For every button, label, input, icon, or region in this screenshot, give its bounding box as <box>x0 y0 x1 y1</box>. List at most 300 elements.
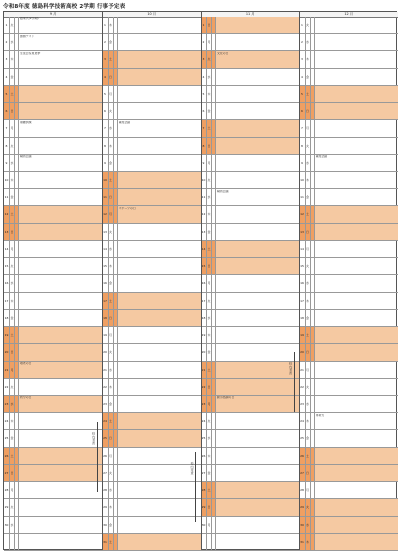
weekday-cell: 土 <box>207 241 212 257</box>
weekday-cell: 日 <box>109 69 114 85</box>
mark-cell <box>311 293 315 309</box>
mark-cell <box>311 499 315 515</box>
mark-cell <box>311 362 315 378</box>
day-cell: 14 <box>103 241 109 257</box>
weekday-cell: 木 <box>109 379 114 395</box>
mark-cell <box>212 499 216 515</box>
mark-cell <box>15 103 19 119</box>
event-cell: 避難訓練 <box>20 120 32 124</box>
table-row <box>300 86 399 103</box>
table-row <box>300 344 399 361</box>
day-cell: 27 <box>4 465 10 481</box>
mark-cell <box>212 534 216 550</box>
day-cell: 30 <box>300 517 306 533</box>
mark-cell <box>114 51 118 67</box>
mark-cell <box>15 517 19 533</box>
day-cell: 12 <box>103 206 109 222</box>
mark-cell <box>15 34 19 50</box>
table-row <box>103 448 202 465</box>
weekday-cell: 火 <box>10 499 15 515</box>
mark-cell <box>15 327 19 343</box>
mark-cell <box>311 482 315 498</box>
weekday-cell: 火 <box>109 103 114 119</box>
mark-cell <box>114 327 118 343</box>
mark-cell <box>15 310 19 326</box>
mark-cell <box>212 379 216 395</box>
day-cell: 22 <box>4 379 10 395</box>
weekday-cell: 木 <box>306 413 311 429</box>
page-title: 令和8年度 徳島科学技術高校 2学期 行事予定表 <box>3 4 126 10</box>
day-cell: 7 <box>103 120 109 136</box>
exam-period-note: 校内考査 <box>288 362 293 375</box>
mark-cell <box>114 482 118 498</box>
weekday-cell: 月 <box>109 206 114 222</box>
day-cell: 13 <box>300 224 306 240</box>
weekday-cell: 月 <box>306 241 311 257</box>
day-cell: 25 <box>103 430 109 446</box>
day-cell: 4 <box>103 69 109 85</box>
table-row <box>103 499 202 516</box>
table-row <box>4 69 103 86</box>
table-row <box>4 86 103 103</box>
mark-cell <box>15 499 19 515</box>
weekday-cell: 金 <box>207 465 212 481</box>
day-cell: 12 <box>201 206 207 222</box>
table-row <box>201 379 300 396</box>
day-cell: 27 <box>201 465 207 481</box>
weekday-cell: 木 <box>109 17 114 33</box>
mark-cell <box>212 206 216 222</box>
day-cell: 8 <box>201 138 207 154</box>
table-row <box>300 499 399 516</box>
weekday-cell: 水 <box>306 275 311 291</box>
mark-cell <box>311 310 315 326</box>
weekday-cell: 月 <box>10 482 15 498</box>
weekday-cell: 日 <box>306 344 311 360</box>
weekday-cell: 火 <box>109 224 114 240</box>
mark-cell <box>114 310 118 326</box>
table-row <box>300 206 399 223</box>
mark-cell <box>212 517 216 533</box>
mark-cell <box>212 362 216 378</box>
table-row <box>103 51 202 68</box>
month-column <box>300 12 399 549</box>
table-row <box>103 413 202 430</box>
day-cell: 24 <box>103 413 109 429</box>
mark-cell <box>212 448 216 464</box>
table-row <box>201 534 300 551</box>
table-row <box>201 430 300 447</box>
event-cell: 職員会議 <box>20 155 32 159</box>
weekday-cell: 金 <box>10 310 15 326</box>
weekday-cell: 金 <box>109 275 114 291</box>
mark-cell <box>212 138 216 154</box>
mark-cell <box>114 120 118 136</box>
weekday-cell: 金 <box>10 189 15 205</box>
table-row <box>4 465 103 482</box>
table-row <box>4 51 103 68</box>
weekday-cell: 金 <box>10 430 15 446</box>
mark-cell <box>114 206 118 222</box>
weekday-cell: 月 <box>306 362 311 378</box>
mark-cell <box>212 327 216 343</box>
mark-cell <box>114 34 118 50</box>
weekday-cell: 木 <box>207 86 212 102</box>
day-cell: 28 <box>103 482 109 498</box>
day-cell: 23 <box>4 396 10 412</box>
mark-cell <box>311 206 315 222</box>
day-cell: 27 <box>300 465 306 481</box>
weekday-cell: 木 <box>306 534 311 550</box>
mark-cell <box>15 430 19 446</box>
weekday-cell: 水 <box>306 34 311 50</box>
table-row <box>4 172 103 189</box>
day-cell: 3 <box>4 51 10 67</box>
weekday-cell: 日 <box>109 189 114 205</box>
table-row <box>300 275 399 292</box>
weekday-cell: 日 <box>207 138 212 154</box>
mark-cell <box>311 120 315 136</box>
day-cell: 18 <box>103 310 109 326</box>
mark-cell <box>15 69 19 85</box>
day-cell: 2 <box>103 34 109 50</box>
weekday-cell: 土 <box>109 51 114 67</box>
weekday-cell: 日 <box>306 224 311 240</box>
month-header: 11 月 <box>201 12 300 18</box>
weekday-cell: 木 <box>10 51 15 67</box>
mark-cell <box>311 241 315 257</box>
mark-cell <box>114 189 118 205</box>
day-cell: 31 <box>300 534 306 550</box>
weekday-cell: 火 <box>10 138 15 154</box>
day-cell: 12 <box>300 206 306 222</box>
day-cell: 26 <box>201 448 207 464</box>
weekday-cell: 水 <box>306 155 311 171</box>
table-row <box>300 155 399 172</box>
day-cell: 29 <box>201 499 207 515</box>
table-row <box>300 34 399 51</box>
mark-cell <box>311 258 315 274</box>
month-divider <box>201 12 202 549</box>
weekday-cell: 火 <box>207 293 212 309</box>
mark-cell <box>114 224 118 240</box>
mark-cell <box>15 17 19 33</box>
mark-cell <box>114 517 118 533</box>
table-row <box>4 241 103 258</box>
day-cell: 26 <box>4 448 10 464</box>
mark-cell <box>114 396 118 412</box>
month-header: 9 月 <box>4 12 103 18</box>
mark-cell <box>114 17 118 33</box>
mark-cell <box>114 534 118 550</box>
day-cell: 28 <box>201 482 207 498</box>
day-cell: 26 <box>300 448 306 464</box>
weekday-cell: 土 <box>10 327 15 343</box>
weekday-cell: 水 <box>109 482 114 498</box>
table-row <box>103 138 202 155</box>
mark-cell <box>15 344 19 360</box>
table-row <box>4 448 103 465</box>
day-cell: 4 <box>4 69 10 85</box>
table-row <box>201 482 300 499</box>
exam-period-note: 校内考査 <box>91 432 96 445</box>
weekday-cell: 火 <box>207 51 212 67</box>
day-cell: 7 <box>300 120 306 136</box>
table-row <box>103 172 202 189</box>
weekday-cell: 木 <box>306 293 311 309</box>
table-row <box>201 448 300 465</box>
weekday-cell: 火 <box>306 499 311 515</box>
table-row <box>201 310 300 327</box>
table-row <box>4 138 103 155</box>
mark-cell <box>212 344 216 360</box>
mark-cell <box>212 51 216 67</box>
table-row <box>103 258 202 275</box>
table-row <box>103 189 202 206</box>
weekday-cell: 水 <box>207 310 212 326</box>
mark-cell <box>212 275 216 291</box>
day-cell: 23 <box>201 396 207 412</box>
table-row <box>201 499 300 516</box>
event-cell: 勤労感謝の日 <box>217 396 235 400</box>
table-row <box>103 534 202 551</box>
table-row <box>201 69 300 86</box>
table-row <box>300 241 399 258</box>
mark-cell <box>15 448 19 464</box>
event-cell: 生徒会役員選挙 <box>20 51 41 55</box>
weekday-cell: 日 <box>109 430 114 446</box>
weekday-cell: 木 <box>109 258 114 274</box>
table-row <box>201 34 300 51</box>
day-cell: 6 <box>300 103 306 119</box>
table-row <box>4 120 103 137</box>
table-row <box>201 293 300 310</box>
day-cell: 25 <box>4 430 10 446</box>
mark-cell <box>15 275 19 291</box>
mark-cell <box>212 293 216 309</box>
mark-cell <box>311 465 315 481</box>
mark-cell <box>114 344 118 360</box>
day-cell: 14 <box>4 241 10 257</box>
mark-cell <box>212 413 216 429</box>
day-cell: 5 <box>4 86 10 102</box>
day-cell: 29 <box>103 499 109 515</box>
mark-cell <box>311 172 315 188</box>
mark-cell <box>311 34 315 50</box>
day-cell: 11 <box>103 189 109 205</box>
mark-cell <box>114 499 118 515</box>
mark-cell <box>311 224 315 240</box>
weekday-cell: 火 <box>10 258 15 274</box>
table-row <box>4 379 103 396</box>
mark-cell <box>311 327 315 343</box>
weekday-cell: 火 <box>207 413 212 429</box>
day-cell: 3 <box>103 51 109 67</box>
mark-cell <box>114 293 118 309</box>
weekday-cell: 金 <box>306 430 311 446</box>
table-row <box>4 362 103 379</box>
day-cell: 6 <box>103 103 109 119</box>
month-divider <box>102 12 103 549</box>
table-row <box>300 362 399 379</box>
weekday-cell: 水 <box>10 34 15 50</box>
weekday-cell: 月 <box>207 155 212 171</box>
table-row <box>201 275 300 292</box>
table-row <box>300 465 399 482</box>
mark-cell <box>212 34 216 50</box>
day-cell: 21 <box>300 362 306 378</box>
table-row <box>300 17 399 34</box>
table-row <box>201 155 300 172</box>
weekday-cell: 火 <box>10 17 15 33</box>
table-row <box>103 275 202 292</box>
mark-cell <box>15 155 19 171</box>
day-cell: 18 <box>4 310 10 326</box>
day-cell: 23 <box>103 396 109 412</box>
mark-cell <box>212 17 216 33</box>
mark-cell <box>15 206 19 222</box>
mark-cell <box>114 172 118 188</box>
mark-cell <box>212 241 216 257</box>
weekday-cell: 土 <box>207 362 212 378</box>
table-row <box>4 534 103 551</box>
table-row <box>300 534 399 551</box>
weekday-cell: 金 <box>207 103 212 119</box>
weekday-cell: 月 <box>10 120 15 136</box>
weekday-cell: 木 <box>306 172 311 188</box>
day-cell: 11 <box>300 189 306 205</box>
table-row <box>300 51 399 68</box>
event-cell: 課題テスト <box>20 34 35 38</box>
mark-cell <box>114 69 118 85</box>
table-row <box>4 275 103 292</box>
mark-cell <box>114 138 118 154</box>
weekday-cell: 土 <box>10 86 15 102</box>
table-row <box>201 258 300 275</box>
table-row <box>201 465 300 482</box>
table-row <box>103 34 202 51</box>
table-row <box>300 310 399 327</box>
mark-cell <box>15 362 19 378</box>
table-row <box>300 189 399 206</box>
table-row <box>201 189 300 206</box>
weekday-cell: 月 <box>207 517 212 533</box>
mark-cell <box>212 155 216 171</box>
mark-cell <box>311 189 315 205</box>
weekday-cell: 日 <box>207 17 212 33</box>
day-cell: 24 <box>300 413 306 429</box>
table-row <box>300 430 399 447</box>
mark-cell <box>114 241 118 257</box>
table-row <box>300 69 399 86</box>
table-row <box>103 86 202 103</box>
weekday-cell: 土 <box>109 172 114 188</box>
month-column <box>201 12 300 549</box>
table-row <box>4 396 103 413</box>
day-cell: 2 <box>4 34 10 50</box>
table-row <box>201 120 300 137</box>
table-row <box>103 396 202 413</box>
mark-cell <box>212 310 216 326</box>
table-row <box>103 327 202 344</box>
weekday-cell: 金 <box>109 34 114 50</box>
day-cell: 1 <box>4 17 10 33</box>
mark-cell <box>311 534 315 550</box>
day-cell: 1 <box>300 17 306 33</box>
day-cell: 19 <box>103 327 109 343</box>
table-row <box>103 465 202 482</box>
mark-cell <box>15 189 19 205</box>
weekday-cell: 日 <box>207 379 212 395</box>
weekday-cell: 月 <box>109 327 114 343</box>
weekday-cell: 火 <box>10 379 15 395</box>
exam-period-line <box>294 352 295 412</box>
table-row <box>300 103 399 120</box>
event-cell: 職員会議 <box>118 120 131 124</box>
weekday-cell: 木 <box>109 499 114 515</box>
mark-cell <box>212 86 216 102</box>
mark-cell <box>15 86 19 102</box>
day-cell: 7 <box>4 120 10 136</box>
mark-cell <box>15 396 19 412</box>
mark-cell <box>114 258 118 274</box>
weekday-cell: 水 <box>10 155 15 171</box>
table-row <box>4 344 103 361</box>
mark-cell <box>15 379 19 395</box>
table-row <box>4 482 103 499</box>
table-row <box>201 396 300 413</box>
weekday-cell: 火 <box>207 172 212 188</box>
table-row <box>4 258 103 275</box>
mark-cell <box>311 517 315 533</box>
weekday-cell: 金 <box>109 155 114 171</box>
table-row <box>103 379 202 396</box>
weekday-cell: 木 <box>10 293 15 309</box>
weekday-cell: 水 <box>10 396 15 412</box>
day-cell: 10 <box>103 172 109 188</box>
mark-cell <box>114 379 118 395</box>
table-row <box>4 499 103 516</box>
table-row <box>201 241 300 258</box>
mark-cell <box>15 258 19 274</box>
weekday-cell: 土 <box>306 206 311 222</box>
day-cell: 29 <box>300 499 306 515</box>
day-cell: 8 <box>103 138 109 154</box>
weekday-cell: 水 <box>306 396 311 412</box>
day-cell: 3 <box>201 51 207 67</box>
table-row <box>4 206 103 223</box>
mark-cell <box>15 138 19 154</box>
weekday-cell: 月 <box>109 448 114 464</box>
table-row <box>201 138 300 155</box>
day-cell: 20 <box>300 344 306 360</box>
day-cell: 16 <box>103 275 109 291</box>
day-cell: 30 <box>103 517 109 533</box>
day-cell: 10 <box>300 172 306 188</box>
table-row <box>300 482 399 499</box>
day-cell: 5 <box>201 86 207 102</box>
weekday-cell: 土 <box>306 327 311 343</box>
weekday-cell: 金 <box>306 69 311 85</box>
table-row <box>103 293 202 310</box>
table-row <box>103 241 202 258</box>
day-cell: 11 <box>4 189 10 205</box>
exam-period-line <box>97 422 98 492</box>
table-row <box>300 138 399 155</box>
table-row <box>103 310 202 327</box>
day-cell: 13 <box>201 224 207 240</box>
day-cell: 27 <box>103 465 109 481</box>
